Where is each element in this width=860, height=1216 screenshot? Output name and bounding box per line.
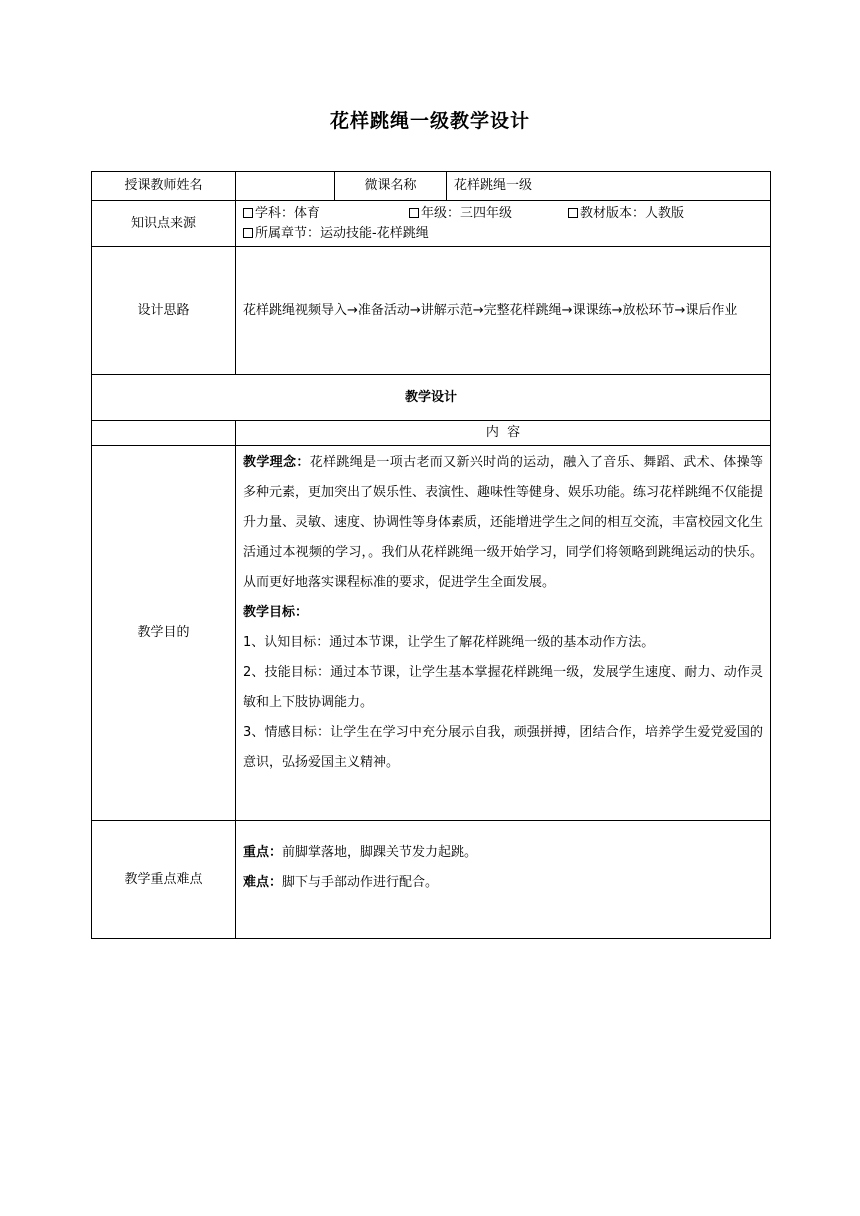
knowledge-source-cell bbox=[236, 201, 771, 247]
design-idea-text: 花样跳绳视频导入→准备活动→讲解示范→完整花样跳绳→课课练→放松环节→课后作业 bbox=[236, 247, 771, 375]
source-row bbox=[92, 201, 771, 247]
goals-title bbox=[243, 598, 763, 628]
key-points-row bbox=[92, 821, 771, 939]
difficulty-text: 脚下与手部动作进行配合。 bbox=[282, 875, 439, 890]
key-point bbox=[243, 838, 763, 868]
concept-title: 教学理念： bbox=[243, 455, 310, 470]
checkbox-icon bbox=[243, 208, 253, 218]
grade-text: 年级：三四年级 bbox=[421, 205, 513, 221]
teacher-row bbox=[92, 172, 771, 201]
content-header: 内 容 bbox=[236, 421, 771, 446]
checkbox-icon bbox=[243, 228, 253, 238]
key-title: 重点： bbox=[243, 845, 283, 860]
design-idea-label: 设计思路 bbox=[92, 247, 236, 375]
content-header-row bbox=[92, 421, 771, 446]
edition-text: 教材版本：人教版 bbox=[580, 205, 685, 221]
chapter-text: 所属章节：运动技能-花样跳绳 bbox=[255, 225, 429, 241]
lesson-design-table bbox=[91, 171, 771, 939]
concept-paragraph bbox=[243, 448, 763, 598]
chapter-option bbox=[243, 224, 429, 244]
design-idea-row bbox=[92, 247, 771, 375]
key-points-label: 教学重点难点 bbox=[92, 821, 236, 939]
teacher-name-label: 授课教师姓名 bbox=[92, 172, 236, 201]
knowledge-source-label: 知识点来源 bbox=[92, 201, 236, 247]
concept-text: 花样跳绳是一项古老而又新兴时尚的运动，融入了音乐、舞蹈、武术、体操等多种元素，更加突出了娱乐性、表演性、趣味性等健身、娱乐功能。练习花样跳绳不仅能提升力量、灵敏、速度、协调性等身体素质，还能增进学生之间的相互交流，丰富校园文化生活通过本视频的学习，。我们从花样跳绳一级开始学习，同学们将领略到跳绳运动的快乐。从而更好地落实课程标准的要求，促进学生全面发展。 bbox=[243, 455, 764, 590]
teaching-purpose-content bbox=[236, 446, 771, 821]
teaching-design-row bbox=[92, 375, 771, 421]
goal-3: 3、情感目标：让学生在学习中充分展示自我，顽强拼搏，团结合作，培养学生爱党爱国的意识，弘扬爱国主义精神。 bbox=[243, 725, 763, 770]
edition-option bbox=[568, 204, 684, 224]
teacher-name-value bbox=[236, 172, 335, 201]
difficulty-title: 难点： bbox=[243, 875, 283, 890]
teaching-purpose-label: 教学目的 bbox=[92, 446, 236, 821]
teaching-design-heading: 教学设计 bbox=[92, 375, 771, 421]
grade-option bbox=[409, 204, 568, 224]
teaching-purpose-row bbox=[92, 446, 771, 821]
content-header-blank bbox=[92, 421, 236, 446]
key-points-content bbox=[236, 821, 771, 939]
key-text: 前脚掌落地，脚踝关节发力起跳。 bbox=[282, 845, 478, 860]
course-name-label: 微课名称 bbox=[335, 172, 447, 201]
subject-option bbox=[243, 204, 409, 224]
difficulty-point bbox=[243, 868, 763, 898]
document-title: 花样跳绳一级教学设计 bbox=[329, 110, 530, 132]
course-name-value: 花样跳绳一级 bbox=[447, 172, 771, 201]
goal-2: 2、技能目标：通过本节课，让学生基本掌握花样跳绳一级，发展学生速度、耐力、动作灵敏和上下肢协调能力。 bbox=[243, 665, 763, 710]
goal-1: 1、认知目标：通过本节课，让学生了解花样跳绳一级的基本动作方法。 bbox=[243, 635, 655, 650]
goals-title-text: 教学目标： bbox=[243, 605, 309, 620]
checkbox-icon bbox=[568, 208, 578, 218]
subject-text: 学科：体育 bbox=[255, 205, 321, 221]
checkbox-icon bbox=[409, 208, 419, 218]
